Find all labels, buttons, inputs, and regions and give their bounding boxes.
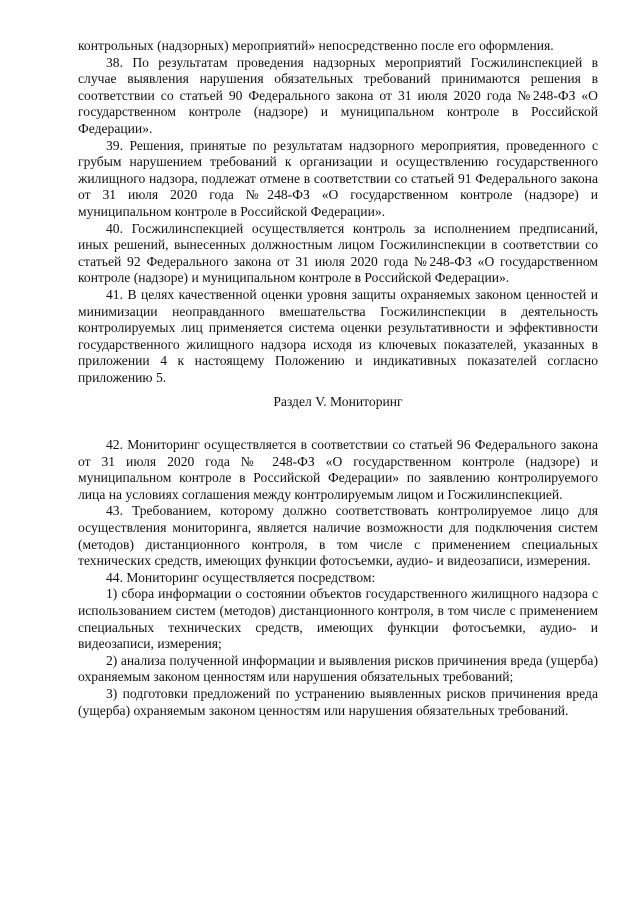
list-item-44-1: 1) сбора информации о состоянии объектов государственного жилищного надзора с использованием систем (методов) дистанционного контроля, в том числе с применением специальных технических средств, имеющих функции фотосъемки, аудио- и видеозаписи, измерения; — [78, 586, 598, 652]
paragraph-37-continuation: контрольных (надзорных) мероприятий» непосредственно после его оформления. — [78, 38, 554, 53]
paragraph-42: 42. Мониторинг осуществляется в соответствии со статьей 96 Федерального закона от 31 июля 2020 года № 248-ФЗ «О государственном контроле (надзоре) и муниципальном контроле в Российской Федерации» по заявлению контролируемого лица на условиях соглашения между контролируемым лицом и Госжилинспекцией. — [78, 437, 598, 502]
paragraph-43: 43. Требованием, которому должно соответствовать контролируемое лицо для осуществления мониторинга, является наличие возможности для подключения систем (методов) дистанционного контроля, в том числе с применением специальных технических средств, имеющих функции фотосъемки, аудио- и видеозаписи, измерения. — [78, 503, 598, 569]
paragraph-44: 44. Мониторинг осуществляется посредством: — [106, 569, 376, 585]
paragraph-39: 39. Решения, принятые по результатам надзорного мероприятия, проведенного с грубым нарушением требований к организации и осуществлению государственного жилищного надзора, подлежат отмене в соответствии со статьей 91 Федерального закона от 31 июля 2020 года №248-ФЗ «О государственном контроле (надзоре) и муниципальном контроле в Российской Федерации». — [78, 137, 598, 219]
paragraph-41: 41. В целях качественной оценки уровня защиты охраняемых законом ценностей и минимизации неоправданного вмешательства Госжилинспекции в деятельность контролируемых лиц применяется система оценки результативности и эффективности государственного жилищного надзора исходя из ключевых показателей, указанных в приложении 4 к настоящему Положению и индикативных показателей согласно приложению 5. — [78, 286, 598, 385]
list-item-44-2: 2) анализа полученной информации и выявления рисков причинения вреда (ущерба) охраняемым законом ценностям или нарушения обязательных требований; — [78, 652, 598, 685]
list-item-44-3: 3) подготовки предложений по устранению выявленных рисков причинения вреда (ущерба) охраняемым законом ценностям или нарушения обязательных требований. — [78, 685, 598, 718]
paragraph-40: 40. Госжилинспекцией осуществляется контроль за исполнением предписаний, иных решений, вынесенных должностным лицом Госжилинспекции в соответствии со статьей 92 Федерального закона от 31 июля 2020 года №248-ФЗ «О государственном контроле (надзоре) и муниципальном контроле в Российской Федерации». — [78, 220, 598, 286]
document-page — [78, 38, 598, 719]
section-heading: Раздел V. Мониторинг — [273, 394, 403, 410]
paragraph-38: 38. По результатам проведения надзорных мероприятий Госжилинспекцией в случае выявления нарушения обязательных требований принимаются решения в соответствии со статьей 90 Федерального закона от 31 июля 2020 года №248-ФЗ «О государственном контроле (надзоре) и муниципальном контроле в Российской Федерации». — [78, 54, 598, 136]
